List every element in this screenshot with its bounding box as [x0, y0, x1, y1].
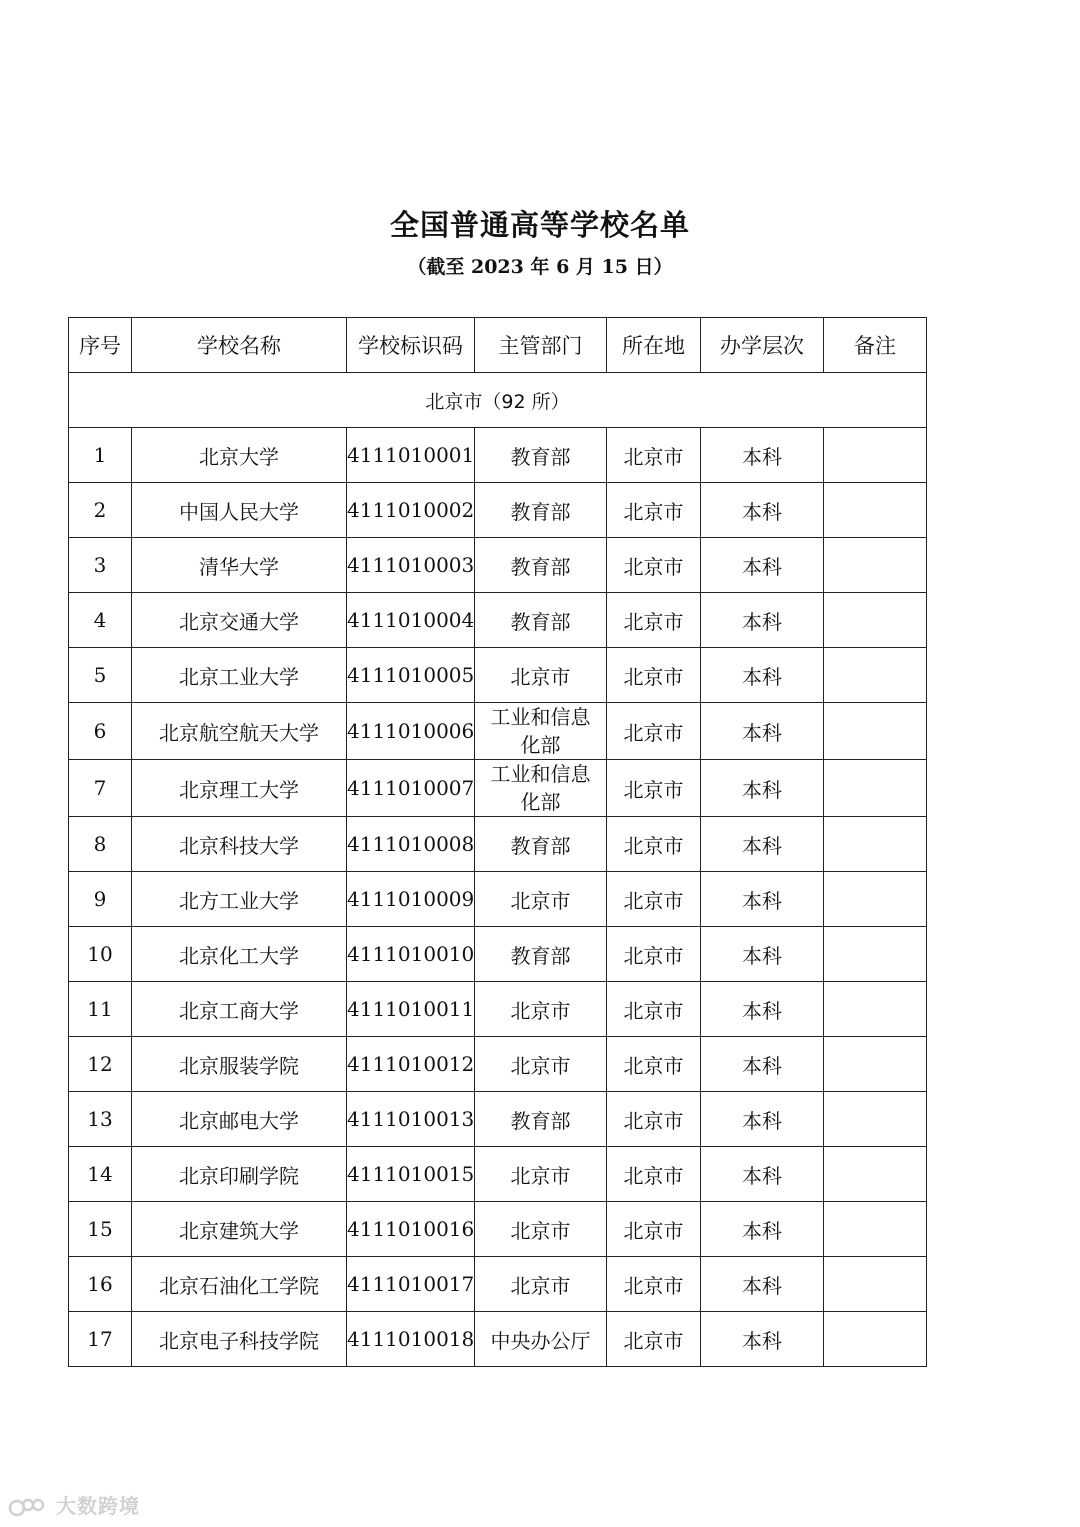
cell-index: 15: [69, 1202, 132, 1257]
cell-location: 北京市: [607, 1147, 701, 1202]
table-row: [69, 1202, 927, 1257]
cell-level: 本科: [701, 538, 824, 593]
table-row: [69, 1147, 927, 1202]
cell-index: 9: [69, 872, 132, 927]
cell-level: 本科: [701, 1202, 824, 1257]
cell-index: 16: [69, 1257, 132, 1312]
cell-school-name: 北京服装学院: [132, 1037, 347, 1092]
table-row: [69, 428, 927, 483]
cell-location: 北京市: [607, 483, 701, 538]
cell-index: 1: [69, 428, 132, 483]
cell-location: 北京市: [607, 872, 701, 927]
cell-index: 10: [69, 927, 132, 982]
cell-remarks: [824, 1312, 927, 1367]
cell-index: 13: [69, 1092, 132, 1147]
cell-school-code: 4111010018: [347, 1312, 475, 1367]
cell-school-name: 北京化工大学: [132, 927, 347, 982]
cell-location: 北京市: [607, 538, 701, 593]
header-remarks: 备注: [824, 318, 927, 373]
cell-remarks: [824, 428, 927, 483]
header-location: 所在地: [607, 318, 701, 373]
cell-level: 本科: [701, 982, 824, 1037]
logo-icon: [8, 1496, 48, 1520]
cell-location: 北京市: [607, 703, 701, 760]
cell-department: 教育部: [475, 538, 607, 593]
cell-school-name: 北京航空航天大学: [132, 703, 347, 760]
cell-department: 教育部: [475, 927, 607, 982]
cell-department: 北京市: [475, 1202, 607, 1257]
region-label: 北京市（92 所）: [69, 373, 927, 428]
watermark-text: 大数跨境: [55, 1494, 140, 1518]
cell-location: 北京市: [607, 817, 701, 872]
cell-school-code: 4111010015: [347, 1147, 475, 1202]
table-row: [69, 927, 927, 982]
cell-remarks: [824, 982, 927, 1037]
cell-location: 北京市: [607, 648, 701, 703]
cell-school-name: 北京石油化工学院: [132, 1257, 347, 1312]
header-department: 主管部门: [475, 318, 607, 373]
school-list-table: [68, 317, 927, 1367]
page-subtitle: （截至 2023 年 6 月 15 日）: [407, 256, 673, 278]
cell-level: 本科: [701, 1312, 824, 1367]
cell-remarks: [824, 538, 927, 593]
header-school-name: 学校名称: [132, 318, 347, 373]
cell-location: 北京市: [607, 1202, 701, 1257]
cell-department: 北京市: [475, 1037, 607, 1092]
cell-school-name: 北京交通大学: [132, 593, 347, 648]
table-row: [69, 760, 927, 817]
cell-location: 北京市: [607, 760, 701, 817]
cell-school-name: 北京科技大学: [132, 817, 347, 872]
cell-school-name: 北京工业大学: [132, 648, 347, 703]
cell-index: 6: [69, 703, 132, 760]
cell-remarks: [824, 1092, 927, 1147]
cell-index: 4: [69, 593, 132, 648]
cell-school-name: 北方工业大学: [132, 872, 347, 927]
cell-level: 本科: [701, 1037, 824, 1092]
cell-school-code: 4111010004: [347, 593, 475, 648]
cell-remarks: [824, 1147, 927, 1202]
cell-school-code: 4111010017: [347, 1257, 475, 1312]
table-row: [69, 1257, 927, 1312]
table-row: [69, 483, 927, 538]
cell-school-code: 4111010008: [347, 817, 475, 872]
cell-department: 中央办公厅: [475, 1312, 607, 1367]
cell-location: 北京市: [607, 927, 701, 982]
cell-remarks: [824, 703, 927, 760]
cell-location: 北京市: [607, 593, 701, 648]
cell-index: 8: [69, 817, 132, 872]
cell-school-code: 4111010009: [347, 872, 475, 927]
cell-location: 北京市: [607, 1257, 701, 1312]
cell-level: 本科: [701, 1092, 824, 1147]
cell-remarks: [824, 648, 927, 703]
cell-remarks: [824, 760, 927, 817]
region-row: [69, 373, 927, 428]
cell-school-name: 北京建筑大学: [132, 1202, 347, 1257]
table-row: [69, 648, 927, 703]
cell-index: 17: [69, 1312, 132, 1367]
cell-department: 教育部: [475, 483, 607, 538]
cell-location: 北京市: [607, 1092, 701, 1147]
cell-location: 北京市: [607, 1037, 701, 1092]
cell-school-name: 北京大学: [132, 428, 347, 483]
cell-index: 11: [69, 982, 132, 1037]
table-row: [69, 703, 927, 760]
cell-department: 教育部: [475, 593, 607, 648]
cell-school-code: 4111010013: [347, 1092, 475, 1147]
cell-school-name: 北京工商大学: [132, 982, 347, 1037]
table-header-row: [69, 318, 927, 373]
cell-department: 北京市: [475, 982, 607, 1037]
cell-school-name: 北京电子科技学院: [132, 1312, 347, 1367]
cell-department: 工业和信息 化部: [475, 760, 607, 817]
table-row: [69, 817, 927, 872]
cell-index: 14: [69, 1147, 132, 1202]
cell-school-name: 清华大学: [132, 538, 347, 593]
cell-department: 工业和信息 化部: [475, 703, 607, 760]
cell-index: 5: [69, 648, 132, 703]
cell-index: 2: [69, 483, 132, 538]
cell-department: 北京市: [475, 1257, 607, 1312]
cell-department: 北京市: [475, 872, 607, 927]
header-level: 办学层次: [701, 318, 824, 373]
cell-school-code: 4111010016: [347, 1202, 475, 1257]
cell-level: 本科: [701, 872, 824, 927]
table-row: [69, 872, 927, 927]
cell-location: 北京市: [607, 428, 701, 483]
cell-remarks: [824, 927, 927, 982]
table-row: [69, 593, 927, 648]
cell-remarks: [824, 1037, 927, 1092]
watermark: [8, 1490, 140, 1520]
cell-school-code: 4111010010: [347, 927, 475, 982]
cell-remarks: [824, 483, 927, 538]
cell-school-code: 4111010012: [347, 1037, 475, 1092]
cell-school-name: 北京邮电大学: [132, 1092, 347, 1147]
cell-school-code: 4111010006: [347, 703, 475, 760]
cell-department: 北京市: [475, 1147, 607, 1202]
cell-school-code: 4111010002: [347, 483, 475, 538]
cell-department: 教育部: [475, 817, 607, 872]
cell-level: 本科: [701, 703, 824, 760]
table-row: [69, 1092, 927, 1147]
table-row: [69, 982, 927, 1037]
cell-school-name: 北京印刷学院: [132, 1147, 347, 1202]
cell-level: 本科: [701, 593, 824, 648]
cell-index: 3: [69, 538, 132, 593]
cell-department: 教育部: [475, 428, 607, 483]
cell-remarks: [824, 872, 927, 927]
cell-level: 本科: [701, 1147, 824, 1202]
table-row: [69, 1312, 927, 1367]
cell-school-name: 中国人民大学: [132, 483, 347, 538]
cell-remarks: [824, 817, 927, 872]
cell-remarks: [824, 1257, 927, 1312]
cell-department: 教育部: [475, 1092, 607, 1147]
page-title: 全国普通高等学校名单: [389, 208, 690, 242]
cell-school-name: 北京理工大学: [132, 760, 347, 817]
cell-school-code: 4111010005: [347, 648, 475, 703]
cell-remarks: [824, 1202, 927, 1257]
cell-level: 本科: [701, 760, 824, 817]
table-row: [69, 538, 927, 593]
cell-school-code: 4111010003: [347, 538, 475, 593]
cell-level: 本科: [701, 1257, 824, 1312]
cell-school-code: 4111010011: [347, 982, 475, 1037]
cell-index: 7: [69, 760, 132, 817]
cell-location: 北京市: [607, 1312, 701, 1367]
cell-level: 本科: [701, 648, 824, 703]
header-school-code: 学校标识码: [347, 318, 475, 373]
cell-level: 本科: [701, 428, 824, 483]
header-index: 序号: [69, 318, 132, 373]
cell-school-code: 4111010007: [347, 760, 475, 817]
cell-level: 本科: [701, 483, 824, 538]
cell-remarks: [824, 593, 927, 648]
cell-school-code: 4111010001: [347, 428, 475, 483]
cell-level: 本科: [701, 817, 824, 872]
table-row: [69, 1037, 927, 1092]
cell-level: 本科: [701, 927, 824, 982]
cell-location: 北京市: [607, 982, 701, 1037]
cell-index: 12: [69, 1037, 132, 1092]
cell-department: 北京市: [475, 648, 607, 703]
